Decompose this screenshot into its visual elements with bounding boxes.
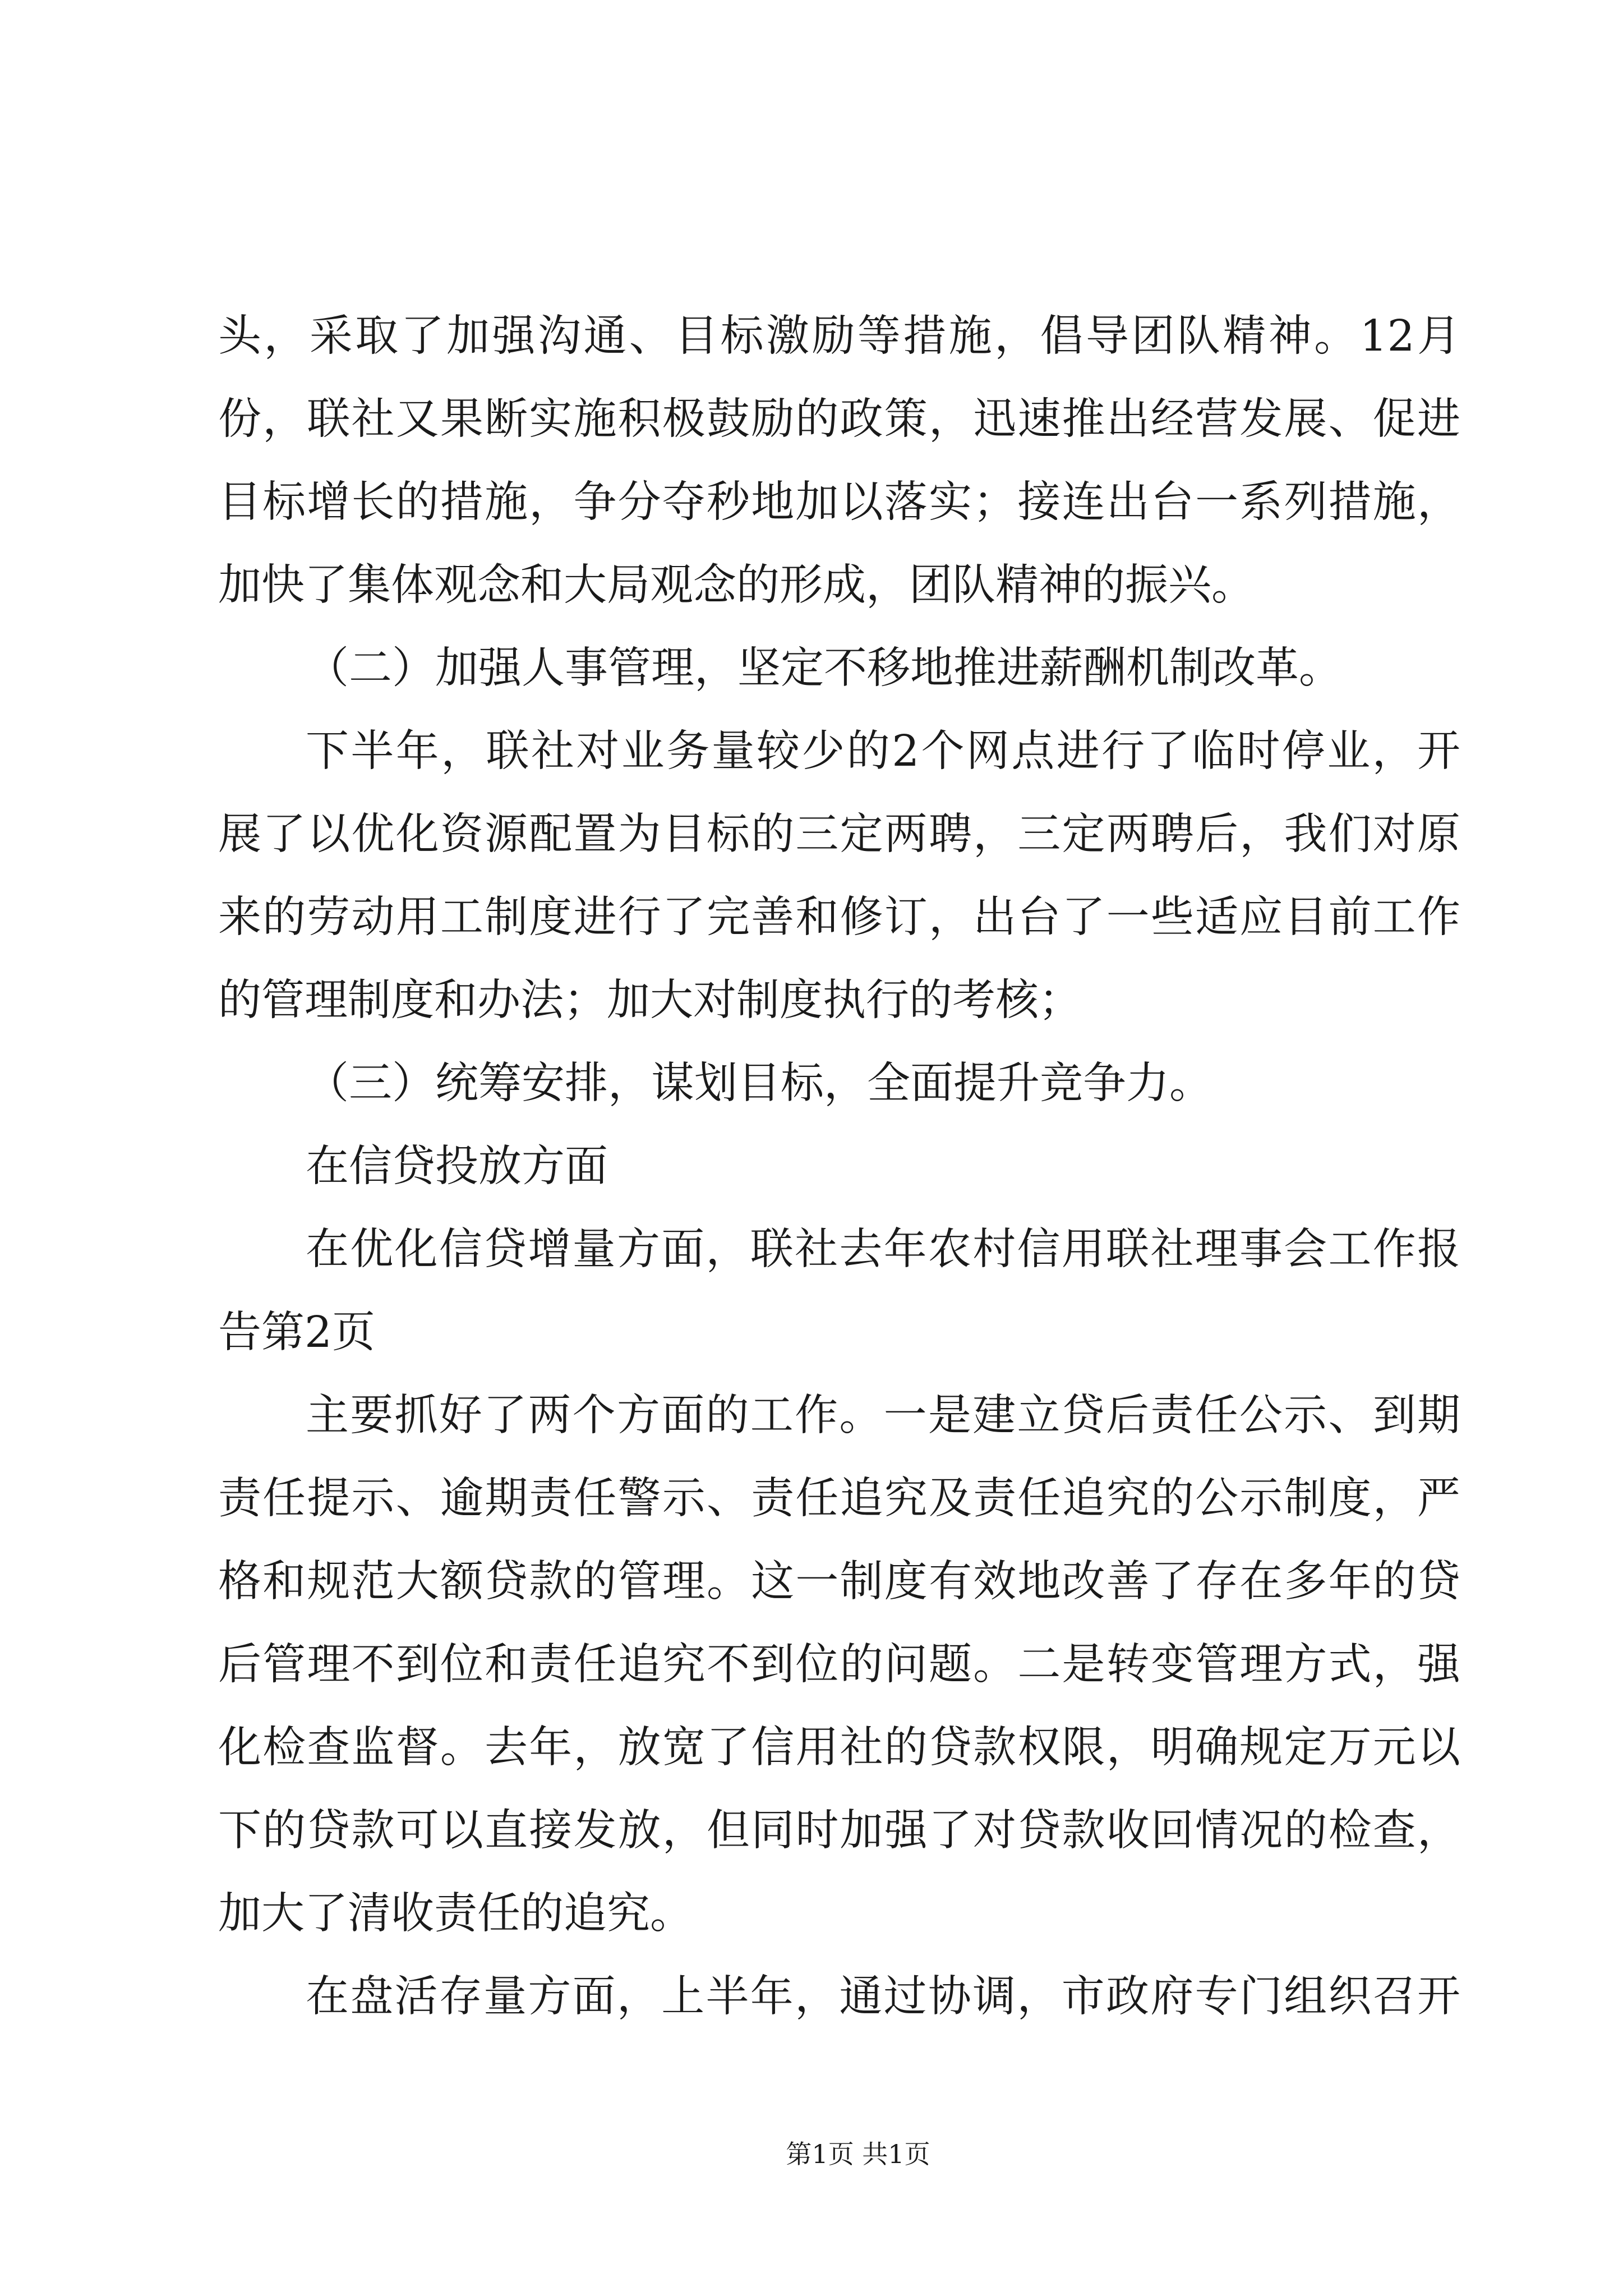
paragraph-line: 加大了清收责任的追究。 bbox=[218, 1889, 693, 1939]
subheading-text: 在信贷投放方面 bbox=[306, 1142, 608, 1191]
paragraph-line: 在盘活存量方面，上半年，通过协调，市政府专门组织召开 bbox=[306, 1972, 1460, 2022]
paragraph-line: 下半年，联社对业务量较少的2个网点进行了临时停业，开 bbox=[306, 726, 1460, 776]
paragraph bbox=[218, 295, 1460, 627]
paragraph-line: 告第2页 bbox=[218, 1308, 375, 1358]
paragraph bbox=[218, 1208, 1460, 1374]
paragraph-line: 主要抓好了两个方面的工作。一是建立贷后责任公示、到期 bbox=[306, 1391, 1460, 1441]
paragraph-line: 下的贷款可以直接发放，但同时加强了对贷款收回情况的检查， bbox=[218, 1806, 1460, 1856]
paragraph-line: 在优化信贷增量方面，联社去年农村信用联社理事会工作报 bbox=[306, 1225, 1460, 1274]
section-heading-text: （二）加强人事管理，坚定不移地推进薪酬机制改革。 bbox=[306, 643, 1342, 693]
paragraph-line: 的管理制度和办法；加大对制度执行的考核； bbox=[218, 976, 1082, 1025]
section-heading bbox=[218, 627, 1460, 710]
paragraph-line: 责任提示、逾期责任警示、责任追究及责任追究的公示制度，严 bbox=[218, 1474, 1460, 1524]
paragraph-line: 展了以优化资源配置为目标的三定两聘，三定两聘后，我们对原 bbox=[218, 809, 1460, 859]
paragraph bbox=[218, 1955, 1460, 2039]
paragraph-line: 份，联社又果断实施积极鼓励的政策，迅速推出经营发展、促进 bbox=[218, 394, 1460, 444]
paragraph-line: 后管理不到位和责任追究不到位的问题。二是转变管理方式，强 bbox=[218, 1640, 1460, 1690]
paragraph bbox=[218, 1374, 1460, 1955]
page-number-footer: 第1页 共1页 bbox=[786, 2139, 930, 2169]
paragraph-line: 头，采取了加强沟通、目标激励等措施，倡导团队精神。12月 bbox=[218, 311, 1460, 361]
document-body bbox=[218, 295, 1460, 2039]
paragraph-line: 格和规范大额贷款的管理。这一制度有效地改善了存在多年的贷 bbox=[218, 1557, 1460, 1607]
paragraph-line: 目标增长的措施，争分夺秒地加以落实；接连出台一系列措施， bbox=[218, 477, 1460, 527]
paragraph-line: 加快了集体观念和大局观念的形成，团队精神的振兴。 bbox=[218, 560, 1255, 610]
paragraph bbox=[218, 710, 1460, 1042]
section-heading bbox=[218, 1042, 1460, 1125]
section-heading-text: （三）统筹安排，谋划目标，全面提升竞争力。 bbox=[306, 1059, 1212, 1108]
paragraph-line: 化检查监督。去年，放宽了信用社的贷款权限，明确规定万元以 bbox=[218, 1723, 1460, 1773]
paragraph-line: 来的劳动用工制度进行了完善和修订，出台了一些适应目前工作 bbox=[218, 892, 1460, 942]
subheading bbox=[218, 1125, 1460, 1208]
